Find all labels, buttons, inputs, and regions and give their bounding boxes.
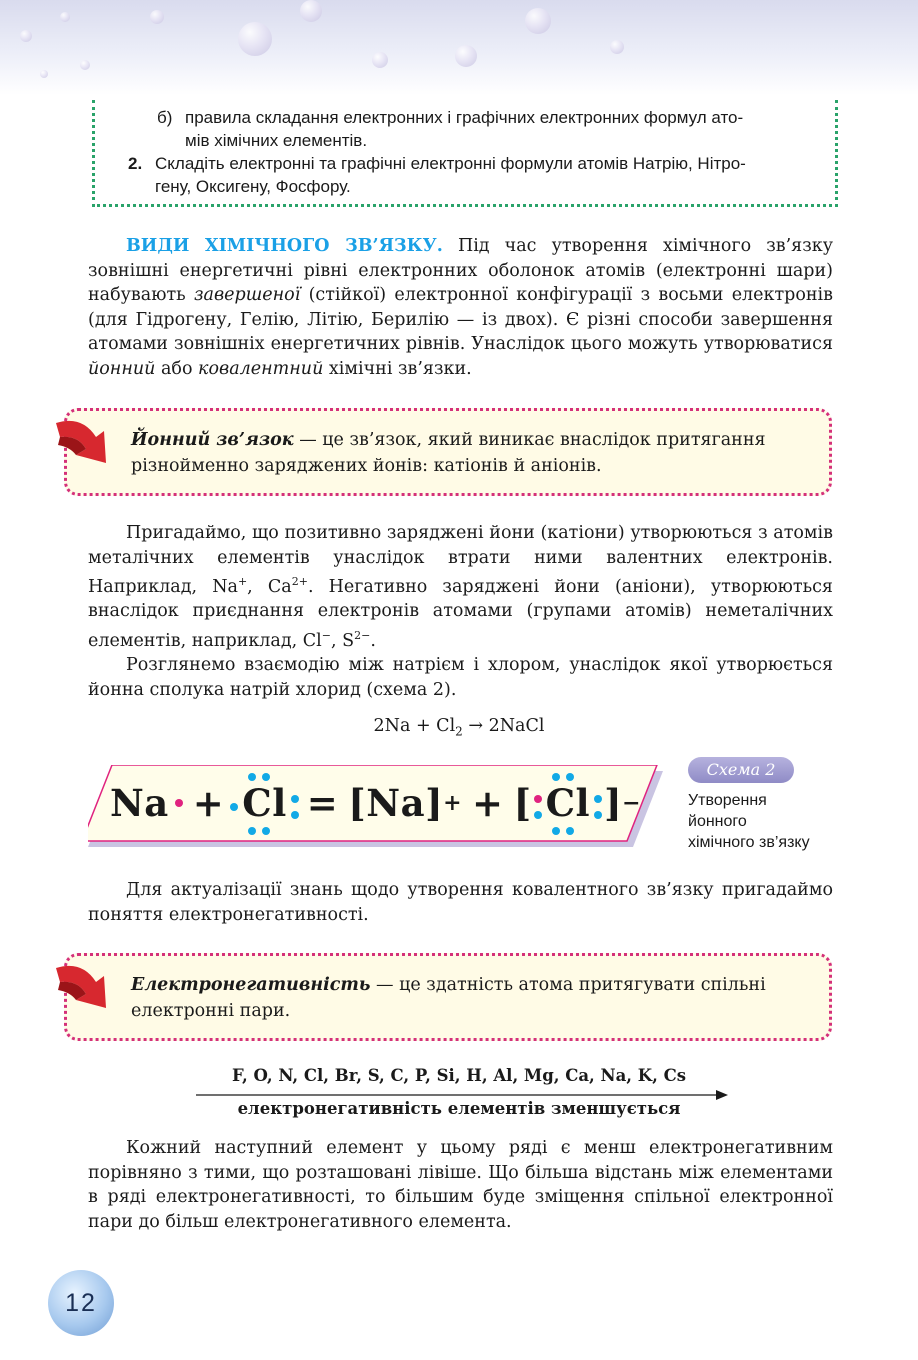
decor-bubble bbox=[610, 40, 624, 54]
charge: − bbox=[622, 790, 642, 816]
electron-dot bbox=[594, 811, 602, 819]
definition-ionic-bond bbox=[64, 408, 832, 496]
bracket: ] bbox=[604, 781, 623, 825]
emphasis: завершеної bbox=[193, 285, 301, 305]
task-2-number: 2. bbox=[128, 154, 143, 173]
task-b-line2: мів хімічних елементів. bbox=[185, 131, 368, 150]
decor-bubble bbox=[60, 12, 70, 22]
decor-bubble bbox=[40, 70, 48, 78]
section-heading: ВИДИ ХІМІЧНОГО ЗВ’ЯЗКУ. bbox=[126, 236, 443, 256]
series-caption: електронегативність елементів зменшується bbox=[237, 1099, 681, 1118]
definition-term: Електронегативність bbox=[131, 975, 371, 995]
definition-body: — це зв’язок, який виникає внаслідок притягання різнойменно заряджених йонів: катіонів й аніонів. bbox=[131, 430, 766, 476]
text-run: . Негативно заряджені йони (аніони), утворюються внаслідок приєднання електронів атомами (групами атомів) неметалічних елементів, наприклад, bbox=[88, 576, 833, 651]
task-b-marker: б) bbox=[157, 108, 173, 127]
decor-bubble bbox=[525, 8, 551, 34]
scheme-caption bbox=[688, 790, 810, 853]
formula-cl: Cl bbox=[302, 630, 322, 651]
formula-na: Na bbox=[212, 576, 238, 597]
electron-dot bbox=[230, 803, 238, 811]
tasks-box bbox=[92, 100, 838, 207]
decor-bubble bbox=[372, 52, 388, 68]
scheme-na-ion: [Na] bbox=[348, 781, 444, 825]
scheme-label: Схема 2 bbox=[688, 757, 794, 783]
scheme-equals: = bbox=[306, 781, 339, 825]
electron-dot bbox=[534, 795, 542, 803]
red-arrow-icon bbox=[52, 415, 114, 473]
electronegativity-series: F, O, N, Cl, Br, S, C, P, Si, H, Al, Mg, Ca, Na, K, Cs bbox=[231, 1066, 687, 1085]
electron-dot bbox=[552, 827, 560, 835]
section-paragraph bbox=[88, 234, 833, 381]
formula-s: S bbox=[342, 630, 355, 651]
definition-term: Йонний зв’язок bbox=[131, 430, 294, 450]
electron-dot bbox=[594, 795, 602, 803]
scheme-cl-ion bbox=[546, 781, 591, 825]
ions-text: Пригадаймо, що позитивно заряджені йони (катіони) утворюються з атомів металічних елементів унаслідок втрати ними валентних електронів. Наприклад, Na+, $Ca^{2+}$. Негативно заряджені йони (аніони), утворюються внаслідок приєднання електронів атомами (групами атомів) неметалічних елементів, наприклад, Cl−, $S^{2-}$. bbox=[88, 523, 833, 651]
definition-body: — це здатність атома притягувати спільні електронні пари. bbox=[131, 975, 766, 1021]
bracket: [ bbox=[513, 781, 532, 825]
electron-dot bbox=[566, 827, 574, 835]
page-number: 12 bbox=[48, 1270, 114, 1336]
task-2-line2: гену, Оксигену, Фосфору. bbox=[155, 177, 351, 196]
text-run: Під час утворення хімічного зв’язку зовнішні енергетичні рівні електронних оболонок атомів (електронні шари) набувають bbox=[88, 236, 833, 305]
electron-dot bbox=[552, 773, 560, 781]
equation-left: 2Na + Cl bbox=[373, 716, 456, 736]
reaction-equation bbox=[0, 716, 918, 739]
text-run: хімічні зв’язки. bbox=[323, 358, 472, 379]
charge: 2− bbox=[354, 628, 371, 642]
text-run: або bbox=[155, 358, 199, 379]
decor-bubble bbox=[20, 30, 32, 42]
electron-dot bbox=[262, 827, 270, 835]
charge: − bbox=[321, 628, 331, 642]
scheme-na: Na bbox=[109, 781, 169, 825]
definition-text bbox=[131, 972, 819, 1024]
decor-bubble bbox=[238, 22, 272, 56]
formula-ca: Ca bbox=[267, 576, 292, 597]
red-arrow-icon bbox=[52, 960, 114, 1018]
caption-line: хімічного зв’язку bbox=[688, 834, 810, 851]
task-2-line1: Складіть електронні та графічні електронні формули атомів Натрію, Нітро- bbox=[155, 154, 746, 173]
electron-dot bbox=[566, 773, 574, 781]
closing-paragraph: Кожний наступний елемент у цьому ряді є менш електронегативним порівняно з тими, що розташовані лівіше. Що більша відстань між елементами в ряді електронегативності, то більшим буде зміщення спільної електронної пари до більш електронегативного елемента. bbox=[88, 1138, 833, 1232]
caption-line: йонного bbox=[688, 813, 747, 830]
caption-line: Утворення bbox=[688, 792, 767, 809]
scheme-cl: Cl bbox=[242, 781, 287, 825]
ions-paragraph bbox=[88, 521, 833, 702]
electron-dot bbox=[262, 773, 270, 781]
ions-text-2: Розглянемо взаємодію між натрієм і хлором, унаслідок якої утворюється йонна сполука натрій хлорид (схема 2). bbox=[88, 655, 833, 700]
electron-dot bbox=[291, 811, 299, 819]
scheme-plus: + bbox=[192, 781, 225, 825]
charge: + bbox=[237, 575, 248, 588]
task-b-line1: правила складання електронних і графічних електронних формул ато- bbox=[185, 108, 744, 127]
text-run: . bbox=[370, 630, 376, 651]
covalent-paragraph: Для актуалізації знань щодо утворення ковалентного зв’язку пригадаймо поняття електронегативності. bbox=[88, 880, 833, 925]
text-run: Пригадаймо, що позитивно заряджені йони (катіони) утворюються з атомів металічних елементів унаслідок втрати ними валентних електронів. Наприклад, bbox=[88, 523, 833, 597]
charge: + bbox=[443, 790, 463, 816]
definition-text bbox=[131, 427, 819, 479]
scheme-cl-atom bbox=[242, 781, 287, 825]
decor-bubble bbox=[150, 10, 164, 24]
electron-dot bbox=[175, 799, 183, 807]
emphasis: йонний bbox=[88, 358, 156, 379]
electron-dot bbox=[248, 773, 256, 781]
decor-bubble bbox=[80, 60, 90, 70]
emphasis: ковалентний bbox=[198, 358, 324, 379]
electron-dot bbox=[248, 827, 256, 835]
electron-dot bbox=[291, 795, 299, 803]
electron-dot bbox=[534, 811, 542, 819]
scheme-cl-ion-symbol: Cl bbox=[545, 781, 591, 825]
decor-bubble bbox=[455, 45, 477, 67]
scheme-formula bbox=[88, 762, 663, 844]
equation-subscript: 2 bbox=[455, 724, 463, 739]
decor-bubble bbox=[300, 0, 322, 22]
text-run: (стійкої) електронної конфігурації з восьми електронів (для Гідрогену, Гелію, Літію, Берилію — із двох). Є різні способи завершення атомами зовнішніх енергетичних рівнів. Унаслідок цього можуть утворюватися bbox=[88, 285, 833, 354]
scheme-plus: + bbox=[472, 781, 504, 825]
charge: 2+ bbox=[291, 575, 308, 588]
equation-right: → 2NaCl bbox=[462, 716, 545, 736]
definition-electronegativity bbox=[64, 953, 832, 1041]
